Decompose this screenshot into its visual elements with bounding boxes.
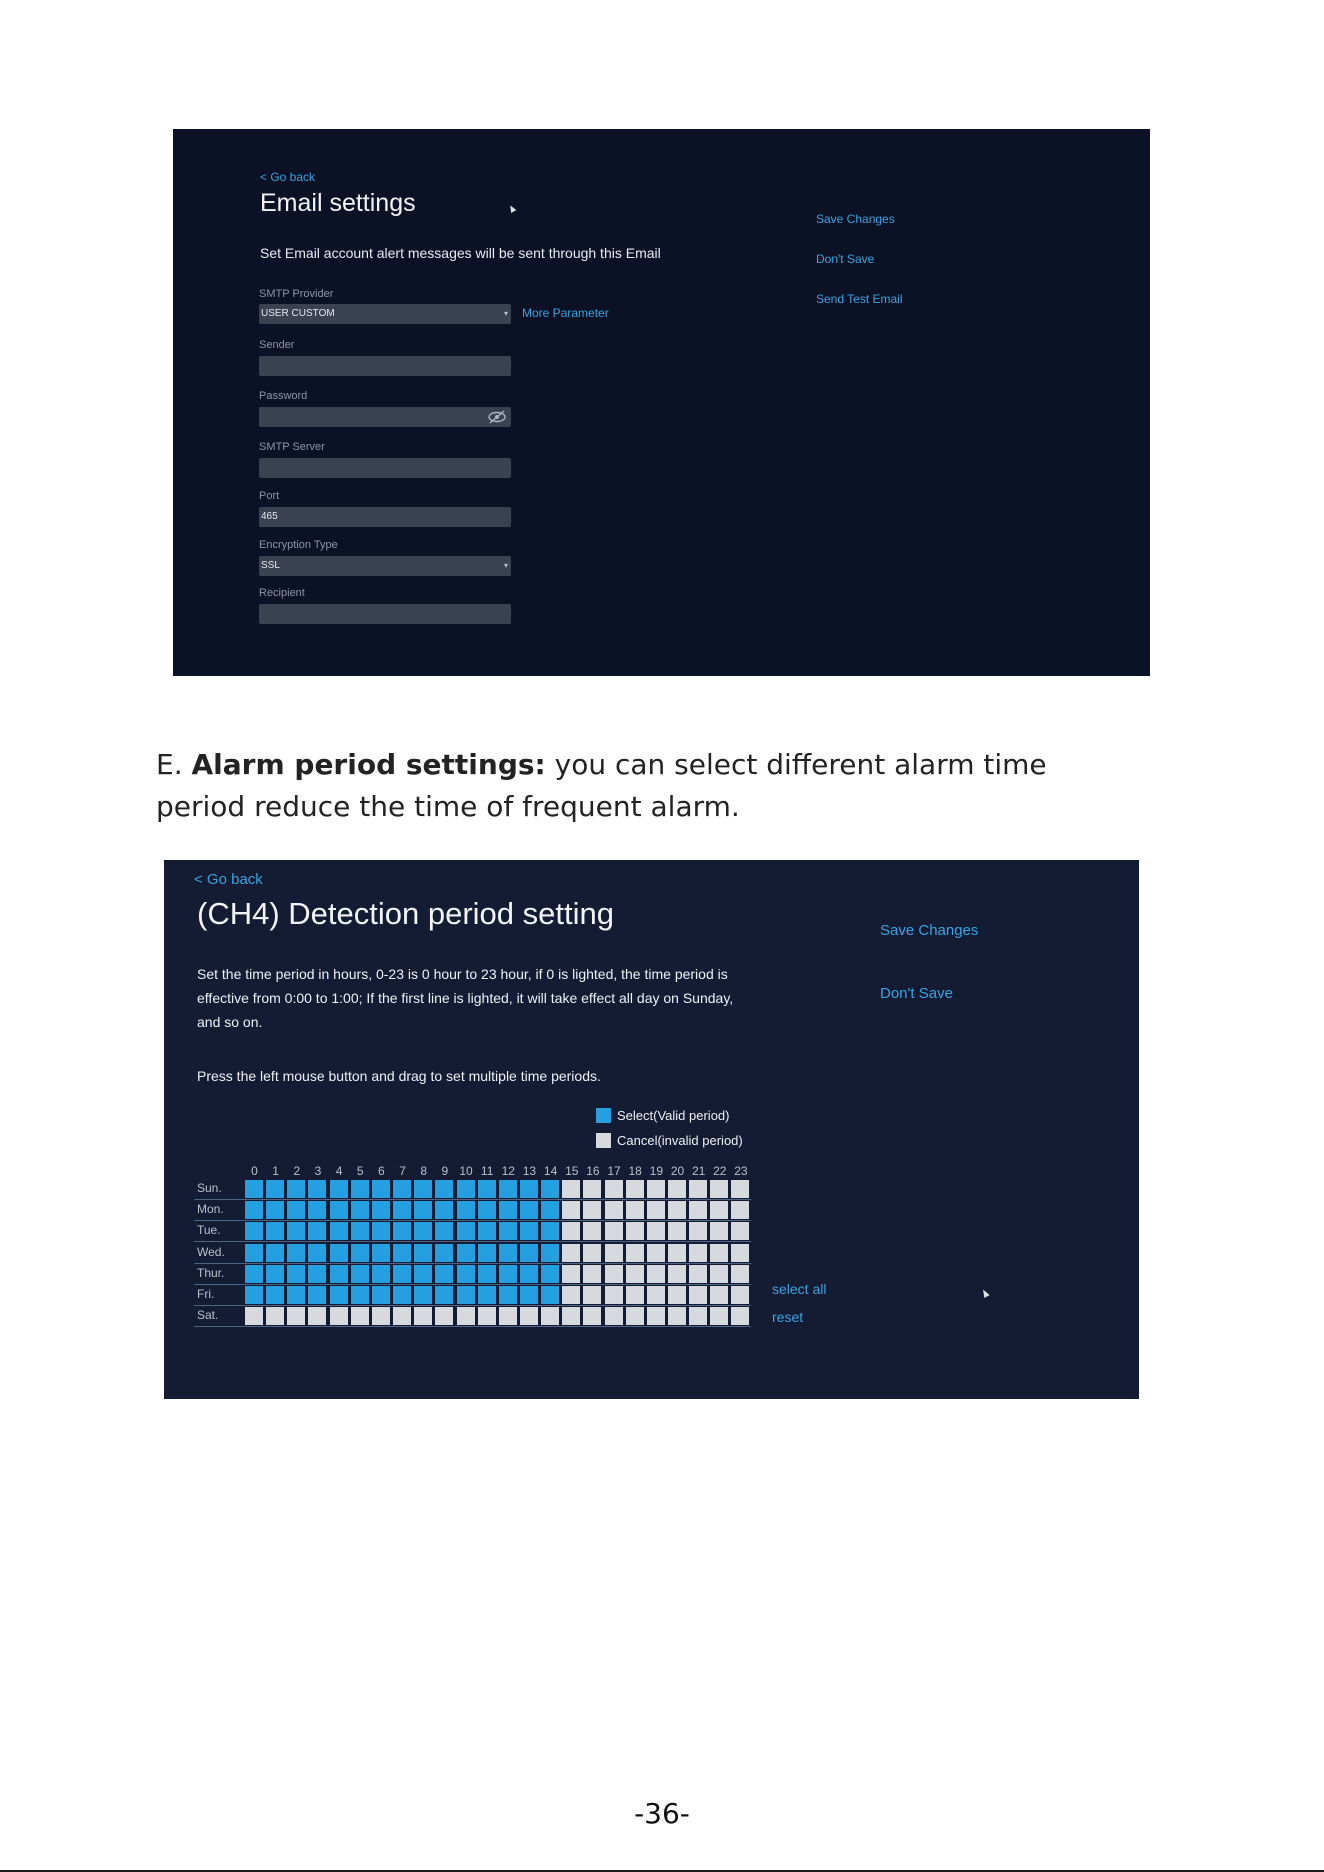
smtp-server-label: SMTP Server	[259, 441, 325, 453]
schedule-cell[interactable]	[414, 1244, 432, 1262]
schedule-cell[interactable]	[266, 1265, 284, 1283]
schedule-cell[interactable]	[583, 1201, 601, 1219]
schedule-cell[interactable]	[647, 1286, 665, 1304]
hour-label: 12	[501, 1164, 515, 1178]
hour-label: 6	[378, 1164, 385, 1178]
hour-label: 22	[713, 1164, 727, 1178]
schedule-cell[interactable]	[668, 1222, 686, 1240]
schedule-cell[interactable]	[330, 1244, 348, 1262]
hour-label: 14	[543, 1164, 558, 1178]
schedule-cell[interactable]	[308, 1222, 326, 1240]
page-title: Email settings	[260, 189, 416, 217]
schedule-cell[interactable]	[626, 1222, 644, 1240]
schedule-cell[interactable]	[457, 1180, 475, 1198]
hour-label: 16	[586, 1164, 600, 1178]
reset-button[interactable]: reset	[772, 1309, 804, 1325]
schedule-cell[interactable]	[414, 1222, 432, 1240]
hour-label: 19	[649, 1164, 664, 1178]
schedule-cell[interactable]	[499, 1180, 517, 1198]
smtp-provider-label: SMTP Provider	[259, 288, 334, 300]
schedule-cell[interactable]	[668, 1244, 686, 1262]
detection-period-screenshot	[164, 860, 1139, 1399]
row-divider	[194, 1199, 751, 1200]
schedule-cell[interactable]	[245, 1286, 263, 1304]
mouse-cursor-icon	[980, 1288, 989, 1298]
schedule-cell[interactable]	[541, 1244, 559, 1262]
schedule-cell[interactable]	[731, 1265, 749, 1283]
schedule-cell[interactable]	[562, 1201, 580, 1219]
schedule-cell[interactable]	[266, 1201, 284, 1219]
section-prefix: E.	[156, 748, 192, 781]
schedule-cell[interactable]	[287, 1307, 305, 1325]
schedule-cell[interactable]	[710, 1286, 728, 1304]
schedule-cell[interactable]	[266, 1180, 284, 1198]
schedule-cell[interactable]	[499, 1244, 517, 1262]
schedule-cell[interactable]	[478, 1307, 496, 1325]
schedule-cell[interactable]	[351, 1201, 369, 1219]
go-back-link[interactable]: < Go back	[194, 871, 263, 888]
schedule-cell[interactable]	[435, 1201, 453, 1219]
schedule-cell[interactable]	[668, 1286, 686, 1304]
schedule-cell[interactable]	[731, 1180, 749, 1198]
schedule-cell[interactable]	[689, 1244, 707, 1262]
schedule-cell[interactable]	[393, 1265, 411, 1283]
schedule-cell[interactable]	[647, 1180, 665, 1198]
schedule-cell[interactable]	[308, 1307, 326, 1325]
schedule-cell[interactable]	[372, 1180, 390, 1198]
schedule-cell[interactable]	[287, 1201, 305, 1219]
schedule-cell[interactable]	[457, 1307, 475, 1325]
smtp-provider-value: USER CUSTOM	[261, 308, 335, 319]
hour-label: 1	[272, 1164, 279, 1178]
port-label: Port	[259, 490, 280, 502]
schedule-cell[interactable]	[520, 1265, 538, 1283]
schedule-cell[interactable]	[710, 1307, 728, 1325]
schedule-cell[interactable]	[647, 1307, 665, 1325]
schedule-cell[interactable]	[245, 1180, 263, 1198]
schedule-cell[interactable]	[457, 1265, 475, 1283]
schedule-cell[interactable]	[647, 1201, 665, 1219]
schedule-cell[interactable]	[562, 1286, 580, 1304]
smtp-server-field[interactable]	[259, 458, 511, 478]
schedule-cell[interactable]	[414, 1180, 432, 1198]
send-test-email-button[interactable]: Send Test Email	[816, 292, 903, 306]
schedule-cell[interactable]	[562, 1222, 580, 1240]
schedule-cell[interactable]	[414, 1286, 432, 1304]
schedule-cell[interactable]	[351, 1180, 369, 1198]
schedule-cell[interactable]	[245, 1201, 263, 1219]
schedule-cell[interactable]	[689, 1222, 707, 1240]
schedule-cell[interactable]	[710, 1201, 728, 1219]
schedule-cell[interactable]	[731, 1222, 749, 1240]
schedule-cell[interactable]	[351, 1244, 369, 1262]
schedule-cell[interactable]	[647, 1244, 665, 1262]
save-changes-button[interactable]: Save Changes	[880, 922, 979, 939]
schedule-cell[interactable]	[245, 1244, 263, 1262]
schedule-cell[interactable]	[647, 1265, 665, 1283]
recipient-field[interactable]	[259, 604, 511, 624]
schedule-cell[interactable]	[457, 1201, 475, 1219]
schedule-cell[interactable]	[499, 1265, 517, 1283]
sender-label: Sender	[259, 339, 295, 351]
schedule-cell[interactable]	[478, 1244, 496, 1262]
hour-label: 11	[480, 1164, 494, 1178]
schedule-cell[interactable]	[457, 1286, 475, 1304]
chevron-down-icon: ▾	[503, 561, 508, 570]
schedule-cell[interactable]	[710, 1222, 728, 1240]
schedule-cell[interactable]	[605, 1307, 623, 1325]
schedule-cell[interactable]	[520, 1201, 538, 1219]
legend-cancel-label: Cancel(invalid period)	[617, 1133, 743, 1148]
schedule-cell[interactable]	[308, 1286, 326, 1304]
drag-instruction: Press the left mouse button and drag to set multiple time periods.	[197, 1068, 601, 1084]
encryption-type-value: SSL	[261, 560, 280, 571]
schedule-cell[interactable]	[351, 1307, 369, 1325]
schedule-cell[interactable]	[626, 1201, 644, 1219]
schedule-cell[interactable]	[457, 1222, 475, 1240]
hour-label: 13	[522, 1164, 537, 1178]
dont-save-button[interactable]: Don't Save	[816, 252, 875, 266]
page-number: -36-	[634, 1797, 690, 1830]
schedule-cell[interactable]	[626, 1265, 644, 1283]
schedule-cell[interactable]	[372, 1244, 390, 1262]
hour-label: 20	[670, 1164, 685, 1178]
row-divider	[194, 1263, 751, 1264]
schedule-cell[interactable]	[710, 1265, 728, 1283]
schedule-cell[interactable]	[457, 1244, 475, 1262]
save-changes-button[interactable]: Save Changes	[816, 212, 895, 226]
day-label: Sun.	[197, 1181, 222, 1195]
schedule-cell[interactable]	[287, 1265, 305, 1283]
smtp-provider-select[interactable]	[259, 304, 511, 324]
eye-off-icon[interactable]	[487, 410, 507, 432]
section-paragraph	[156, 744, 1106, 828]
chevron-down-icon: ▾	[503, 309, 508, 318]
schedule-cell[interactable]	[541, 1201, 559, 1219]
schedule-cell[interactable]	[520, 1286, 538, 1304]
schedule-cell[interactable]	[393, 1244, 411, 1262]
hour-label: 10	[459, 1164, 473, 1178]
schedule-cell[interactable]	[435, 1286, 453, 1304]
schedule-cell[interactable]	[731, 1286, 749, 1304]
schedule-cell[interactable]	[541, 1286, 559, 1304]
schedule-cell[interactable]	[330, 1201, 348, 1219]
legend-select-swatch	[596, 1108, 611, 1123]
day-label: Thur.	[197, 1265, 225, 1280]
schedule-cell[interactable]	[308, 1244, 326, 1262]
schedule-cell[interactable]	[731, 1201, 749, 1219]
schedule-cell[interactable]	[626, 1307, 644, 1325]
schedule-cell[interactable]	[562, 1307, 580, 1325]
schedule-cell[interactable]	[541, 1307, 559, 1325]
schedule-cell[interactable]	[351, 1265, 369, 1283]
schedule-cell[interactable]	[287, 1222, 305, 1240]
more-parameter-link[interactable]: More Parameter	[522, 306, 609, 320]
day-label: Sat.	[197, 1308, 219, 1323]
schedule-cell[interactable]	[266, 1222, 284, 1240]
schedule-cell[interactable]	[605, 1201, 623, 1219]
select-all-button[interactable]: select all	[772, 1281, 827, 1297]
schedule-cell[interactable]	[668, 1265, 686, 1283]
schedule-cell[interactable]	[478, 1222, 496, 1240]
schedule-cell[interactable]	[287, 1180, 305, 1198]
day-label: Fri.	[197, 1287, 215, 1301]
schedule-cell[interactable]	[499, 1201, 517, 1219]
dont-save-button[interactable]: Don't Save	[880, 985, 953, 1002]
schedule-cell[interactable]	[266, 1286, 284, 1304]
schedule-cell[interactable]	[562, 1244, 580, 1262]
schedule-cell[interactable]	[372, 1265, 390, 1283]
schedule-cell[interactable]	[520, 1244, 538, 1262]
schedule-cell[interactable]	[351, 1222, 369, 1240]
schedule-cell[interactable]	[330, 1180, 348, 1198]
schedule-cell[interactable]	[583, 1222, 601, 1240]
day-label: Mon.	[197, 1202, 224, 1217]
schedule-cell[interactable]	[583, 1244, 601, 1262]
schedule-cell[interactable]	[562, 1265, 580, 1283]
schedule-cell[interactable]	[583, 1286, 601, 1304]
schedule-cell[interactable]	[520, 1222, 538, 1240]
schedule-cell[interactable]	[689, 1307, 707, 1325]
schedule-cell[interactable]	[541, 1222, 559, 1240]
schedule-cell[interactable]	[245, 1307, 263, 1325]
row-divider	[194, 1284, 751, 1285]
schedule-cell[interactable]	[266, 1307, 284, 1325]
schedule-cell[interactable]	[626, 1244, 644, 1262]
schedule-cell[interactable]	[393, 1180, 411, 1198]
schedule-cell[interactable]	[330, 1222, 348, 1240]
schedule-cell[interactable]	[478, 1265, 496, 1283]
go-back-link[interactable]: < Go back	[260, 170, 316, 184]
schedule-cell[interactable]	[647, 1222, 665, 1240]
schedule-cell[interactable]	[626, 1286, 644, 1304]
day-label: Tue.	[197, 1223, 221, 1238]
schedule-cell[interactable]	[478, 1286, 496, 1304]
schedule-cell[interactable]	[668, 1180, 686, 1198]
section-heading: Alarm period settings:	[191, 748, 546, 781]
schedule-cell[interactable]	[541, 1180, 559, 1198]
schedule-cell[interactable]	[689, 1180, 707, 1198]
page-description: Set the time period in hours, 0-23 is 0 hour to 23 hour, if 0 is lighted, the time period is effective from 0:00 to 1:00; If the first line is lighted, it will take effect all day on Sunday, and so on.	[197, 966, 734, 1030]
page-description: Set Email account alert messages will be sent through this Email	[260, 245, 661, 261]
schedule-cell[interactable]	[330, 1265, 348, 1283]
schedule-cell[interactable]	[689, 1286, 707, 1304]
schedule-cell[interactable]	[308, 1180, 326, 1198]
schedule-cell[interactable]	[372, 1307, 390, 1325]
section-body: you can select different alarm time period reduce the time of frequent alarm.	[156, 748, 1047, 823]
schedule-cell[interactable]	[499, 1286, 517, 1304]
sender-field[interactable]	[259, 356, 511, 376]
port-field[interactable]: 465	[259, 507, 511, 527]
password-field[interactable]	[259, 407, 511, 427]
legend-select-label: Select(Valid period)	[617, 1108, 730, 1123]
day-label: Wed.	[197, 1244, 225, 1259]
schedule-cell[interactable]	[414, 1265, 432, 1283]
legend-cancel	[596, 1133, 743, 1148]
schedule-cell[interactable]	[605, 1265, 623, 1283]
schedule-cell[interactable]	[308, 1201, 326, 1219]
schedule-cell[interactable]	[435, 1307, 453, 1325]
hour-label: 0	[251, 1164, 258, 1178]
hour-label: 17	[607, 1164, 621, 1178]
schedule-cell[interactable]	[478, 1201, 496, 1219]
hour-label: 4	[335, 1164, 343, 1178]
schedule-cell[interactable]	[414, 1201, 432, 1219]
hour-label: 3	[314, 1164, 322, 1178]
schedule-cell[interactable]	[393, 1201, 411, 1219]
row-divider	[194, 1241, 751, 1242]
schedule-cell[interactable]	[478, 1180, 496, 1198]
hour-label: 7	[399, 1164, 406, 1178]
schedule-cell[interactable]	[520, 1307, 538, 1325]
row-divider	[194, 1220, 751, 1221]
schedule-cell[interactable]	[372, 1201, 390, 1219]
schedule-cell[interactable]	[583, 1307, 601, 1325]
schedule-cell[interactable]	[689, 1265, 707, 1283]
schedule-cell[interactable]	[668, 1201, 686, 1219]
row-divider	[194, 1305, 751, 1306]
schedule-cell[interactable]	[731, 1307, 749, 1325]
schedule-cell[interactable]	[626, 1180, 644, 1198]
schedule-cell[interactable]	[393, 1307, 411, 1325]
schedule-cell[interactable]	[562, 1180, 580, 1198]
hour-label: 23	[734, 1164, 748, 1178]
schedule-cell[interactable]	[668, 1307, 686, 1325]
hour-label: 9	[441, 1164, 449, 1178]
schedule-cell[interactable]	[435, 1244, 453, 1262]
hour-label: 18	[628, 1164, 642, 1178]
legend-cancel-swatch	[596, 1133, 611, 1148]
schedule-cell[interactable]	[541, 1265, 559, 1283]
schedule-cell[interactable]	[710, 1244, 728, 1262]
schedule-cell[interactable]	[372, 1286, 390, 1304]
hour-label: 5	[356, 1164, 364, 1178]
recipient-label: Recipient	[259, 587, 305, 599]
schedule-cell[interactable]	[245, 1222, 263, 1240]
schedule-cell[interactable]	[731, 1244, 749, 1262]
page-title: (CH4) Detection period setting	[197, 896, 614, 931]
schedule-cell[interactable]	[414, 1307, 432, 1325]
mouse-cursor-icon	[508, 204, 517, 213]
schedule-cell[interactable]	[435, 1265, 453, 1283]
schedule-cell[interactable]	[583, 1265, 601, 1283]
email-settings-screenshot	[173, 129, 1150, 676]
password-label: Password	[259, 390, 308, 402]
schedule-cell[interactable]	[393, 1222, 411, 1240]
hour-label: 8	[420, 1164, 428, 1178]
schedule-cell[interactable]	[710, 1180, 728, 1198]
encryption-type-label: Encryption Type	[259, 539, 338, 551]
hour-label: 15	[565, 1164, 579, 1178]
legend-select	[596, 1108, 729, 1123]
schedule-cell[interactable]	[520, 1180, 538, 1198]
row-divider	[194, 1326, 751, 1327]
schedule-cell[interactable]	[605, 1244, 623, 1262]
schedule-cell[interactable]	[499, 1307, 517, 1325]
schedule-cell[interactable]	[245, 1265, 263, 1283]
schedule-cell[interactable]	[499, 1222, 517, 1240]
schedule-cell[interactable]	[287, 1286, 305, 1304]
schedule-cell[interactable]	[330, 1307, 348, 1325]
schedule-cell[interactable]	[351, 1286, 369, 1304]
schedule-cell[interactable]	[266, 1244, 284, 1262]
schedule-cell[interactable]	[287, 1244, 305, 1262]
schedule-cell[interactable]	[435, 1222, 453, 1240]
schedule-cell[interactable]	[605, 1286, 623, 1304]
encryption-type-select[interactable]	[259, 556, 511, 576]
schedule-cell[interactable]	[308, 1265, 326, 1283]
schedule-cell[interactable]	[583, 1180, 601, 1198]
schedule-cell[interactable]	[689, 1201, 707, 1219]
schedule-cell[interactable]	[393, 1286, 411, 1304]
hour-label: 2	[293, 1164, 301, 1178]
schedule-cell[interactable]	[605, 1180, 623, 1198]
schedule-cell[interactable]	[330, 1286, 348, 1304]
schedule-cell[interactable]	[372, 1222, 390, 1240]
schedule-cell[interactable]	[605, 1222, 623, 1240]
hour-label: 21	[691, 1164, 706, 1178]
schedule-cell[interactable]	[435, 1180, 453, 1198]
